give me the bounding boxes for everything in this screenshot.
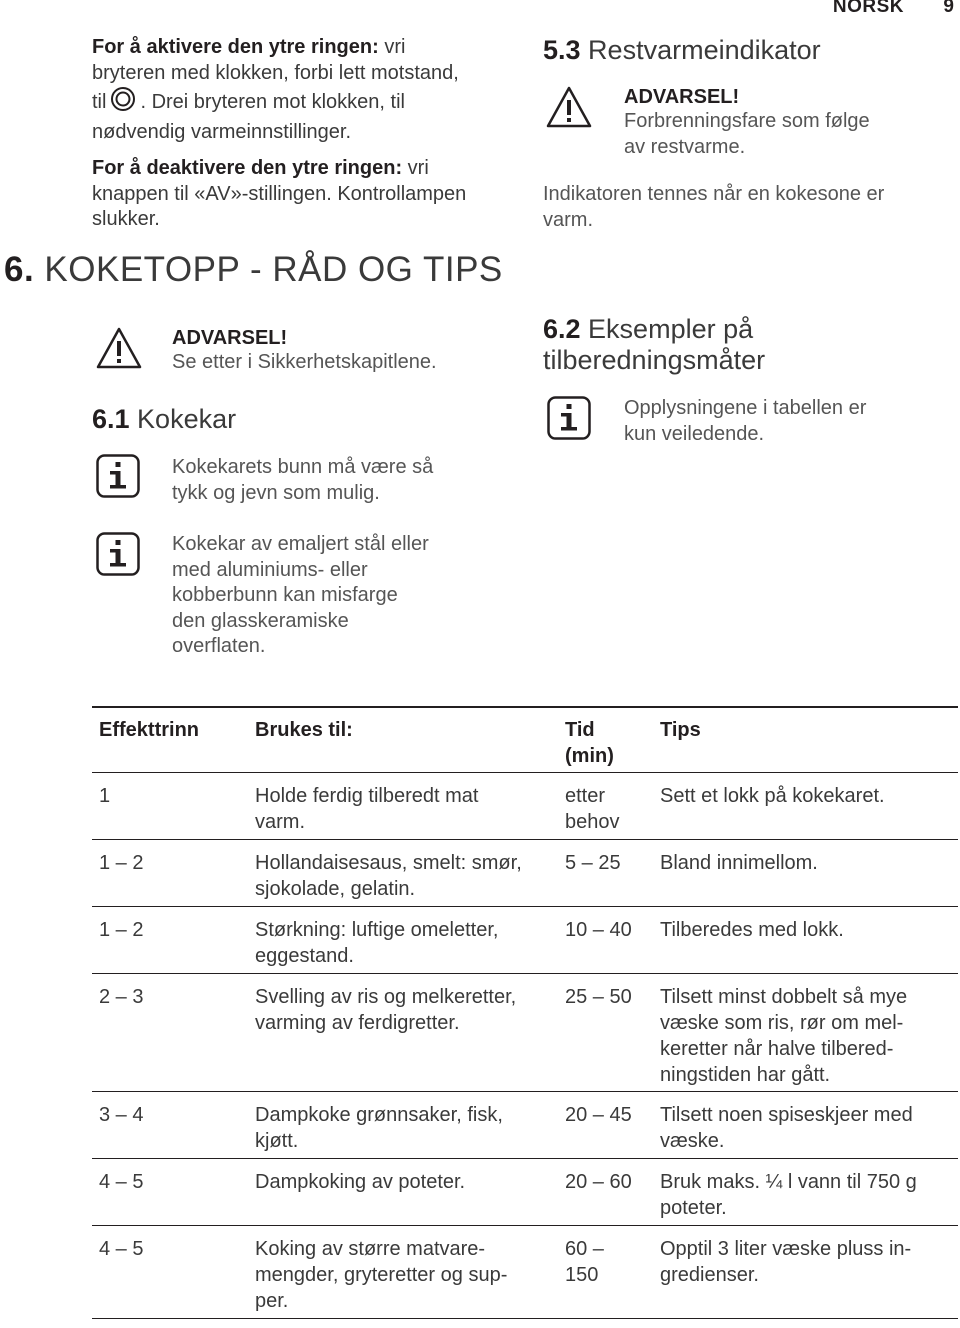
note-enamel-steel: Kokekar av emaljert stål eller med aluminiums- eller kobberbunn kan misfarge den glasskeramiske overflaten. bbox=[172, 533, 429, 657]
table-row: 3 – 4 Dampkoke grønnsaker, fisk, kjøtt. 20 – 45 Tilsett noen spiseskjeer med væske. bbox=[99, 1104, 913, 1152]
table-row: 2 – 3 Svelling av ris og melkeretter, varming av ferdigretter. 25 – 50 Tilsett minst dobbelt så mye væske som ris, rør om mel- keretter når halve tilbered- ningstiden har gått. bbox=[99, 986, 908, 1086]
activate-paragraph: For å aktivere den ytre ringen: vri bryteren med klokken, forbi lett motstand, til . Drei bryteren mot klokken, til nødvendig varmeinnstillinger. bbox=[92, 36, 459, 143]
info-icon bbox=[547, 396, 591, 445]
warning-icon bbox=[95, 326, 143, 375]
info-icon bbox=[96, 454, 140, 503]
warning-title: ADVARSEL! bbox=[624, 86, 740, 108]
section-6-heading: 6. KOKETOPP - RÅD OG TIPS bbox=[4, 250, 503, 289]
section-6-2-heading: 6.2 Eksempler på tilberedningsmåter bbox=[543, 314, 766, 375]
table-row: 4 – 5 Koking av større matvare- mengder, gryteretter og sup- per. 60 – 150 Opptil 3 liter væske pluss in- gredienser. bbox=[99, 1238, 912, 1312]
section-5-3-warning: ADVARSEL! Forbrenningsfare som følge av restvarme. bbox=[624, 86, 870, 158]
table-row: 4 – 5 Dampkoking av poteter. 20 – 60 Bruk maks. ¼ l vann til 750 g poteter. bbox=[99, 1171, 917, 1219]
indicator-text: Indikatoren tennes når en kokesone er varm. bbox=[543, 183, 885, 231]
header-brukes-til: Brukes til: bbox=[255, 719, 353, 741]
header-tid: Tid (min) bbox=[565, 719, 614, 767]
section-6-warning bbox=[172, 327, 437, 376]
header-language: NORSK bbox=[832, 0, 904, 17]
deactivate-paragraph: For å deaktivere den ytre ringen: vri knappen til «AV»-stillingen. Kontrollampen slukker. bbox=[92, 157, 467, 230]
section-5-3-heading: 5.3 Restvarmeindikator bbox=[543, 35, 821, 65]
table-row: 1 – 2 Hollandaisesaus, smelt: smør, sjokolade, gelatin. 5 – 25 Bland innimellom. bbox=[99, 852, 818, 900]
deactivate-label: For å deaktivere den ytre ringen: bbox=[92, 157, 403, 179]
page-header bbox=[0, 0, 960, 22]
section-6-1-heading: 6.1 Kokekar bbox=[92, 404, 237, 434]
header-effekttrinn: Effekttrinn bbox=[99, 719, 199, 741]
activate-label: For å aktivere den ytre ringen: bbox=[92, 36, 379, 58]
outer-ring-icon bbox=[110, 86, 136, 120]
note-kokekar-bottom: Kokekarets bunn må være så tykk og jevn som mulig. bbox=[172, 456, 434, 504]
table-row: 1 Holde ferdig tilberedt mat varm. etter behov Sett et lokk på kokekaret. bbox=[99, 785, 885, 833]
table-header-row bbox=[92, 708, 958, 772]
warning-text: Se etter i Sikkerhetskapitlene. bbox=[172, 351, 437, 373]
cooking-table bbox=[92, 706, 958, 1319]
warning-icon bbox=[545, 85, 593, 134]
table-bottom-rule bbox=[92, 1318, 958, 1319]
table-row: 1 – 2 Størkning: luftige omeletter, eggestand. 10 – 40 Tilberedes med lokk. bbox=[99, 919, 844, 967]
info-icon bbox=[96, 532, 140, 581]
header-tips: Tips bbox=[660, 719, 701, 741]
warning-title: ADVARSEL! bbox=[172, 327, 288, 349]
note-table-guidance: Opplysningene i tabellen er kun veiledende. bbox=[624, 397, 867, 445]
page-number: 9 bbox=[943, 0, 954, 17]
